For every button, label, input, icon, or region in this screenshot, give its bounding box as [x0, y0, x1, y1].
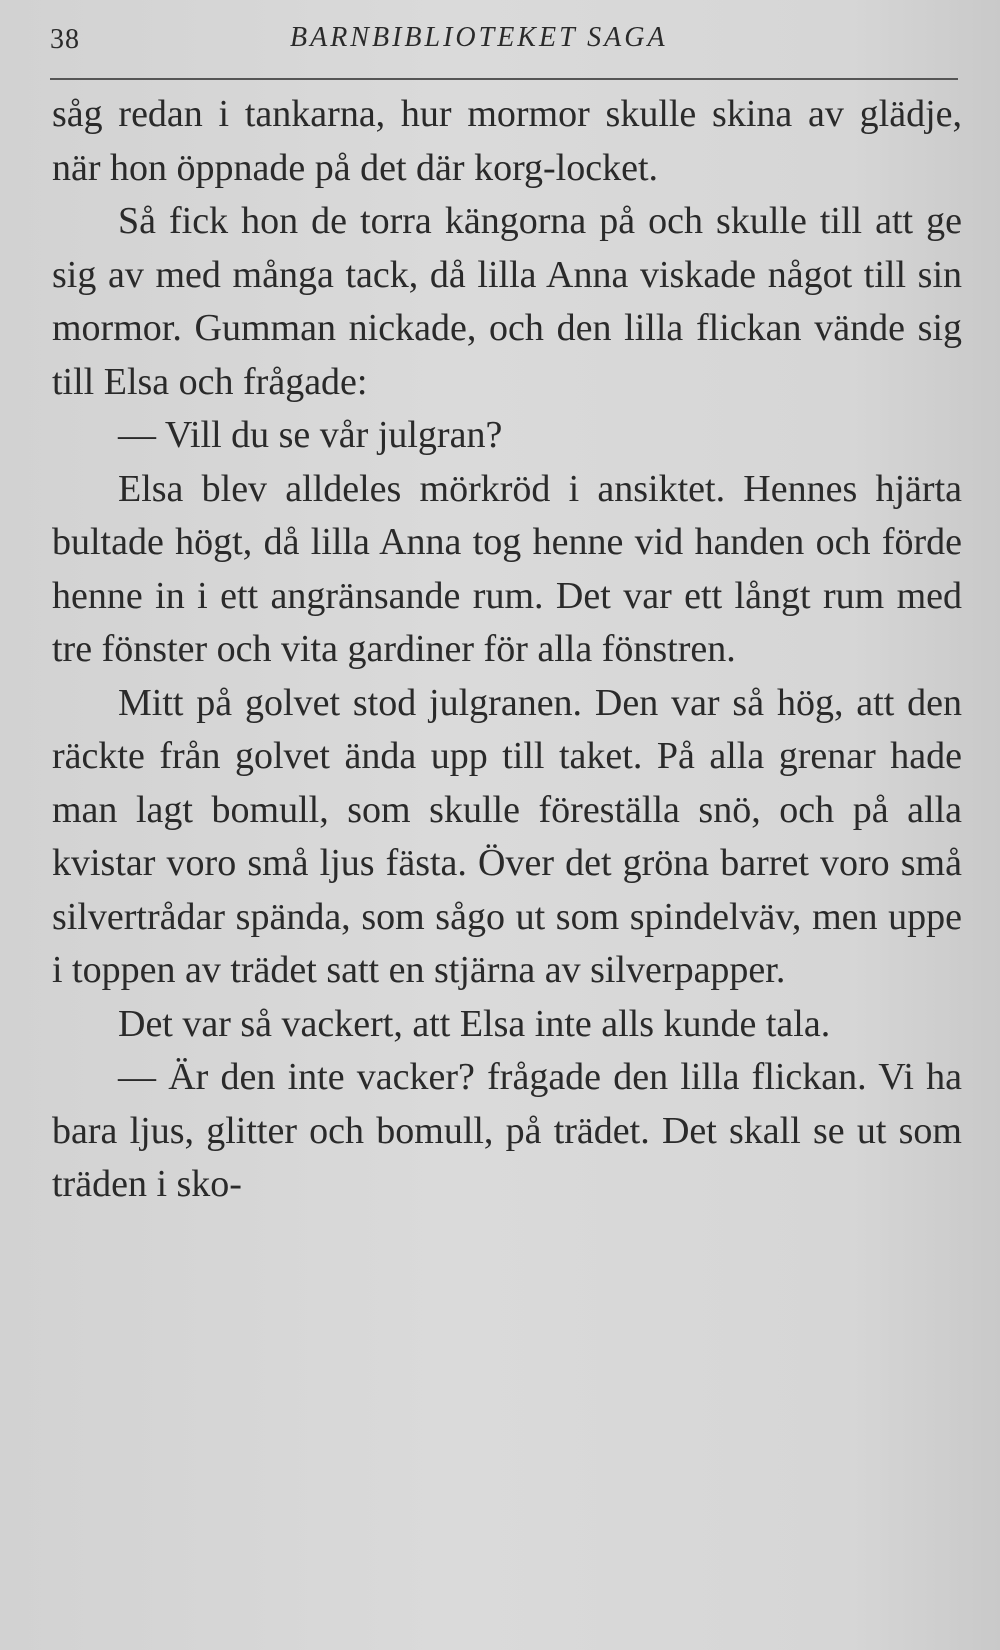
page-number: 38 — [50, 24, 80, 55]
paragraph-7-dialogue: — Är den inte vacker? frågade den lilla flickan. Vi ha bara ljus, glitter och bomull, på trädet. Det skall se ut som träden i sko- — [52, 1056, 962, 1205]
paragraph-2: Så fick hon de torra kängorna på och skulle till att ge sig av med många tack, då lilla Anna viskade något till sin mormor. Gumman nickade, och den lilla flickan vände sig till Elsa och frågade: — [52, 200, 962, 403]
running-title: BARNBIBLIOTEKET SAGA — [290, 22, 668, 53]
paragraph-6: Det var så vackert, att Elsa inte alls kunde tala. — [118, 1002, 831, 1045]
paragraph-5: Mitt på golvet stod julgranen. Den var så hög, att den räckte från golvet ända upp till taket. På alla grenar hade man lagt bomull, som skulle föreställa snö, och på alla kvistar voro små ljus fästa. Över det gröna barret voro små silvertrådar spända, som sågo ut som spindelväv, men uppe i toppen av trädet satt en stjärna av silverpapper. — [52, 681, 962, 991]
paragraph-4: Elsa blev alldeles mörkröd i ansiktet. Hennes hjärta bultade högt, då lilla Anna tog henne vid handen och förde henne in i ett angränsande rum. Det var ett långt rum med tre fönster och vita gardiner för alla fönstren. — [52, 467, 962, 670]
page-header — [50, 18, 958, 80]
paragraph-1: såg redan i tankarna, hur mormor skulle skina av glädje, när hon öppnade på det där korg-locket. — [52, 93, 962, 189]
paragraph-3-dialogue: — Vill du se vår julgran? — [118, 414, 503, 456]
body-text — [52, 88, 962, 1212]
